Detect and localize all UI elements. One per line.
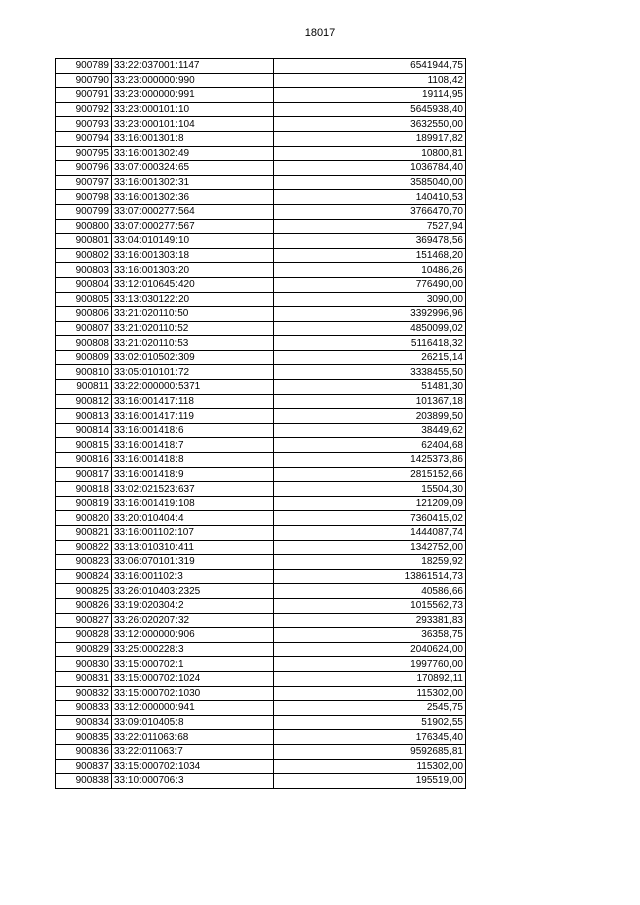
row-id-cell: 900825: [56, 584, 112, 599]
table-row: [56, 73, 466, 88]
table-row: [56, 467, 466, 482]
row-id-cell: 900801: [56, 234, 112, 249]
row-id-cell: 900804: [56, 277, 112, 292]
value-cell: 5116418,32: [274, 336, 466, 351]
table-row: [56, 204, 466, 219]
row-id-cell: 900830: [56, 657, 112, 672]
cadastral-number-cell: 33:26:010403:2325: [112, 584, 274, 599]
value-cell: 3338455,50: [274, 365, 466, 380]
table-row: [56, 453, 466, 468]
value-cell: 26215,14: [274, 350, 466, 365]
cadastral-number-cell: 33:16:001418:9: [112, 467, 274, 482]
cadastral-number-cell: 33:12:010645:420: [112, 277, 274, 292]
table-row: [56, 642, 466, 657]
cadastral-number-cell: 33:06:070101:319: [112, 555, 274, 570]
table-row: [56, 657, 466, 672]
cadastral-number-cell: 33:16:001102:107: [112, 526, 274, 541]
cadastral-number-cell: 33:16:001417:119: [112, 409, 274, 424]
value-cell: 51902,55: [274, 715, 466, 730]
table-row: [56, 569, 466, 584]
value-cell: 40586,66: [274, 584, 466, 599]
cadastral-number-cell: 33:23:000000:991: [112, 88, 274, 103]
row-id-cell: 900800: [56, 219, 112, 234]
value-cell: 776490,00: [274, 277, 466, 292]
table-row: [56, 584, 466, 599]
table-row: [56, 701, 466, 716]
value-cell: 13861514,73: [274, 569, 466, 584]
value-cell: 121209,09: [274, 496, 466, 511]
cadastral-number-cell: 33:26:020207:32: [112, 613, 274, 628]
value-cell: 10486,26: [274, 263, 466, 278]
value-cell: 101367,18: [274, 394, 466, 409]
table-row: [56, 365, 466, 380]
cadastral-number-cell: 33:04:010149:10: [112, 234, 274, 249]
value-cell: 3090,00: [274, 292, 466, 307]
value-cell: 115302,00: [274, 686, 466, 701]
cadastral-number-cell: 33:22:037001:1147: [112, 59, 274, 74]
row-id-cell: 900795: [56, 146, 112, 161]
cadastral-number-cell: 33:16:001418:8: [112, 453, 274, 468]
table-row: [56, 59, 466, 74]
row-id-cell: 900834: [56, 715, 112, 730]
table-row: [56, 613, 466, 628]
cadastral-number-cell: 33:16:001302:36: [112, 190, 274, 205]
cadastral-number-cell: 33:19:020304:2: [112, 598, 274, 613]
row-id-cell: 900810: [56, 365, 112, 380]
value-cell: 15504,30: [274, 482, 466, 497]
row-id-cell: 900815: [56, 438, 112, 453]
row-id-cell: 900835: [56, 730, 112, 745]
value-cell: 3392996,96: [274, 307, 466, 322]
value-cell: 293381,83: [274, 613, 466, 628]
table-row: [56, 423, 466, 438]
table-row: [56, 292, 466, 307]
table-row: [56, 234, 466, 249]
row-id-cell: 900824: [56, 569, 112, 584]
table-row: [56, 598, 466, 613]
table-body: [56, 59, 466, 789]
value-cell: 36358,75: [274, 628, 466, 643]
table-row: [56, 175, 466, 190]
row-id-cell: 900796: [56, 161, 112, 176]
value-cell: 3632550,00: [274, 117, 466, 132]
table-row: [56, 117, 466, 132]
row-id-cell: 900819: [56, 496, 112, 511]
cadastral-number-cell: 33:13:030122:20: [112, 292, 274, 307]
row-id-cell: 900838: [56, 774, 112, 789]
cadastral-number-cell: 33:07:000277:567: [112, 219, 274, 234]
table-row: [56, 526, 466, 541]
value-cell: 176345,40: [274, 730, 466, 745]
row-id-cell: 900805: [56, 292, 112, 307]
value-cell: 5645938,40: [274, 102, 466, 117]
row-id-cell: 900823: [56, 555, 112, 570]
cadastral-number-cell: 33:16:001418:6: [112, 423, 274, 438]
row-id-cell: 900831: [56, 671, 112, 686]
row-id-cell: 900808: [56, 336, 112, 351]
value-cell: 51481,30: [274, 380, 466, 395]
table-row: [56, 263, 466, 278]
value-cell: 10800,81: [274, 146, 466, 161]
value-cell: 1108,42: [274, 73, 466, 88]
value-cell: 2545,75: [274, 701, 466, 716]
cadastral-number-cell: 33:22:000000:5371: [112, 380, 274, 395]
cadastral-number-cell: 33:15:000702:1034: [112, 759, 274, 774]
table-row: [56, 774, 466, 789]
value-cell: 1342752,00: [274, 540, 466, 555]
cadastral-number-cell: 33:16:001102:3: [112, 569, 274, 584]
value-cell: 1015562,73: [274, 598, 466, 613]
value-cell: 1036784,40: [274, 161, 466, 176]
cadastral-number-cell: 33:23:000101:104: [112, 117, 274, 132]
row-id-cell: 900818: [56, 482, 112, 497]
table-row: [56, 380, 466, 395]
cadastral-number-cell: 33:15:000702:1: [112, 657, 274, 672]
row-id-cell: 900828: [56, 628, 112, 643]
table-row: [56, 409, 466, 424]
value-cell: 38449,62: [274, 423, 466, 438]
table-row: [56, 715, 466, 730]
table-row: [56, 146, 466, 161]
row-id-cell: 900809: [56, 350, 112, 365]
row-id-cell: 900826: [56, 598, 112, 613]
value-cell: 2040624,00: [274, 642, 466, 657]
cadastral-number-cell: 33:15:000702:1030: [112, 686, 274, 701]
value-cell: 2815152,66: [274, 467, 466, 482]
value-cell: 19114,95: [274, 88, 466, 103]
row-id-cell: 900803: [56, 263, 112, 278]
row-id-cell: 900816: [56, 453, 112, 468]
row-id-cell: 900821: [56, 526, 112, 541]
table-row: [56, 511, 466, 526]
cadastral-number-cell: 33:09:010405:8: [112, 715, 274, 730]
value-cell: 7360415,02: [274, 511, 466, 526]
cadastral-number-cell: 33:23:000000:990: [112, 73, 274, 88]
row-id-cell: 900797: [56, 175, 112, 190]
row-id-cell: 900837: [56, 759, 112, 774]
table-row: [56, 102, 466, 117]
cadastral-number-cell: 33:25:000228:3: [112, 642, 274, 657]
cadastral-number-cell: 33:16:001301:8: [112, 131, 274, 146]
value-cell: 1997760,00: [274, 657, 466, 672]
cadastral-number-cell: 33:07:000324:65: [112, 161, 274, 176]
cadastral-number-cell: 33:22:011063:68: [112, 730, 274, 745]
table-row: [56, 219, 466, 234]
table-row: [56, 496, 466, 511]
cadastral-number-cell: 33:02:021523:637: [112, 482, 274, 497]
cadastral-number-cell: 33:13:010310:411: [112, 540, 274, 555]
table-row: [56, 394, 466, 409]
cadastral-number-cell: 33:20:010404:4: [112, 511, 274, 526]
row-id-cell: 900806: [56, 307, 112, 322]
table-row: [56, 248, 466, 263]
value-cell: 1444087,74: [274, 526, 466, 541]
cadastral-number-cell: 33:16:001302:31: [112, 175, 274, 190]
table-row: [56, 744, 466, 759]
value-cell: 115302,00: [274, 759, 466, 774]
cadastral-number-cell: 33:21:020110:52: [112, 321, 274, 336]
value-cell: 18259,92: [274, 555, 466, 570]
table-row: [56, 88, 466, 103]
table-row: [56, 730, 466, 745]
row-id-cell: 900827: [56, 613, 112, 628]
cadastral-number-cell: 33:16:001417:118: [112, 394, 274, 409]
value-cell: 7527,94: [274, 219, 466, 234]
table-row: [56, 277, 466, 292]
row-id-cell: 900829: [56, 642, 112, 657]
table-row: [56, 161, 466, 176]
row-id-cell: 900793: [56, 117, 112, 132]
cadastral-number-cell: 33:02:010502:309: [112, 350, 274, 365]
value-cell: 170892,11: [274, 671, 466, 686]
row-id-cell: 900789: [56, 59, 112, 74]
row-id-cell: 900820: [56, 511, 112, 526]
row-id-cell: 900794: [56, 131, 112, 146]
table-row: [56, 190, 466, 205]
table-row: [56, 628, 466, 643]
table-row: [56, 307, 466, 322]
cadastral-number-cell: 33:23:000101:10: [112, 102, 274, 117]
value-cell: 151468,20: [274, 248, 466, 263]
value-cell: 189917,82: [274, 131, 466, 146]
row-id-cell: 900807: [56, 321, 112, 336]
cadastral-number-cell: 33:21:020110:50: [112, 307, 274, 322]
row-id-cell: 900814: [56, 423, 112, 438]
row-id-cell: 900790: [56, 73, 112, 88]
cadastral-number-cell: 33:05:010101:72: [112, 365, 274, 380]
table-row: [56, 759, 466, 774]
table-row: [56, 671, 466, 686]
table-row: [56, 482, 466, 497]
row-id-cell: 900836: [56, 744, 112, 759]
value-cell: 6541944,75: [274, 59, 466, 74]
row-id-cell: 900791: [56, 88, 112, 103]
cadastral-number-cell: 33:16:001418:7: [112, 438, 274, 453]
value-cell: 3585040,00: [274, 175, 466, 190]
table-row: [56, 350, 466, 365]
value-cell: 3766470,70: [274, 204, 466, 219]
row-id-cell: 900832: [56, 686, 112, 701]
cadastral-number-cell: 33:21:020110:53: [112, 336, 274, 351]
row-id-cell: 900811: [56, 380, 112, 395]
row-id-cell: 900792: [56, 102, 112, 117]
row-id-cell: 900798: [56, 190, 112, 205]
row-id-cell: 900799: [56, 204, 112, 219]
row-id-cell: 900813: [56, 409, 112, 424]
value-cell: 9592685,81: [274, 744, 466, 759]
value-cell: 203899,50: [274, 409, 466, 424]
table-row: [56, 555, 466, 570]
cadastral-number-cell: 33:16:001302:49: [112, 146, 274, 161]
cadastral-number-cell: 33:12:000000:906: [112, 628, 274, 643]
cadastral-number-cell: 33:16:001303:20: [112, 263, 274, 278]
row-id-cell: 900802: [56, 248, 112, 263]
row-id-cell: 900817: [56, 467, 112, 482]
row-id-cell: 900812: [56, 394, 112, 409]
table-row: [56, 540, 466, 555]
table-row: [56, 131, 466, 146]
value-cell: 62404,68: [274, 438, 466, 453]
cadastral-number-cell: 33:16:001303:18: [112, 248, 274, 263]
value-cell: 4850099,02: [274, 321, 466, 336]
cadastral-number-cell: 33:22:011063:7: [112, 744, 274, 759]
data-table: [55, 58, 466, 789]
value-cell: 140410,53: [274, 190, 466, 205]
page-number: 18017: [304, 27, 336, 39]
value-cell: 195519,00: [274, 774, 466, 789]
row-id-cell: 900822: [56, 540, 112, 555]
cadastral-number-cell: 33:07:000277:564: [112, 204, 274, 219]
table-row: [56, 336, 466, 351]
value-cell: 1425373,86: [274, 453, 466, 468]
cadastral-number-cell: 33:16:001419:108: [112, 496, 274, 511]
value-cell: 369478,56: [274, 234, 466, 249]
table-row: [56, 438, 466, 453]
table-row: [56, 321, 466, 336]
row-id-cell: 900833: [56, 701, 112, 716]
cadastral-number-cell: 33:15:000702:1024: [112, 671, 274, 686]
cadastral-number-cell: 33:12:000000:941: [112, 701, 274, 716]
table-row: [56, 686, 466, 701]
cadastral-number-cell: 33:10:000706:3: [112, 774, 274, 789]
